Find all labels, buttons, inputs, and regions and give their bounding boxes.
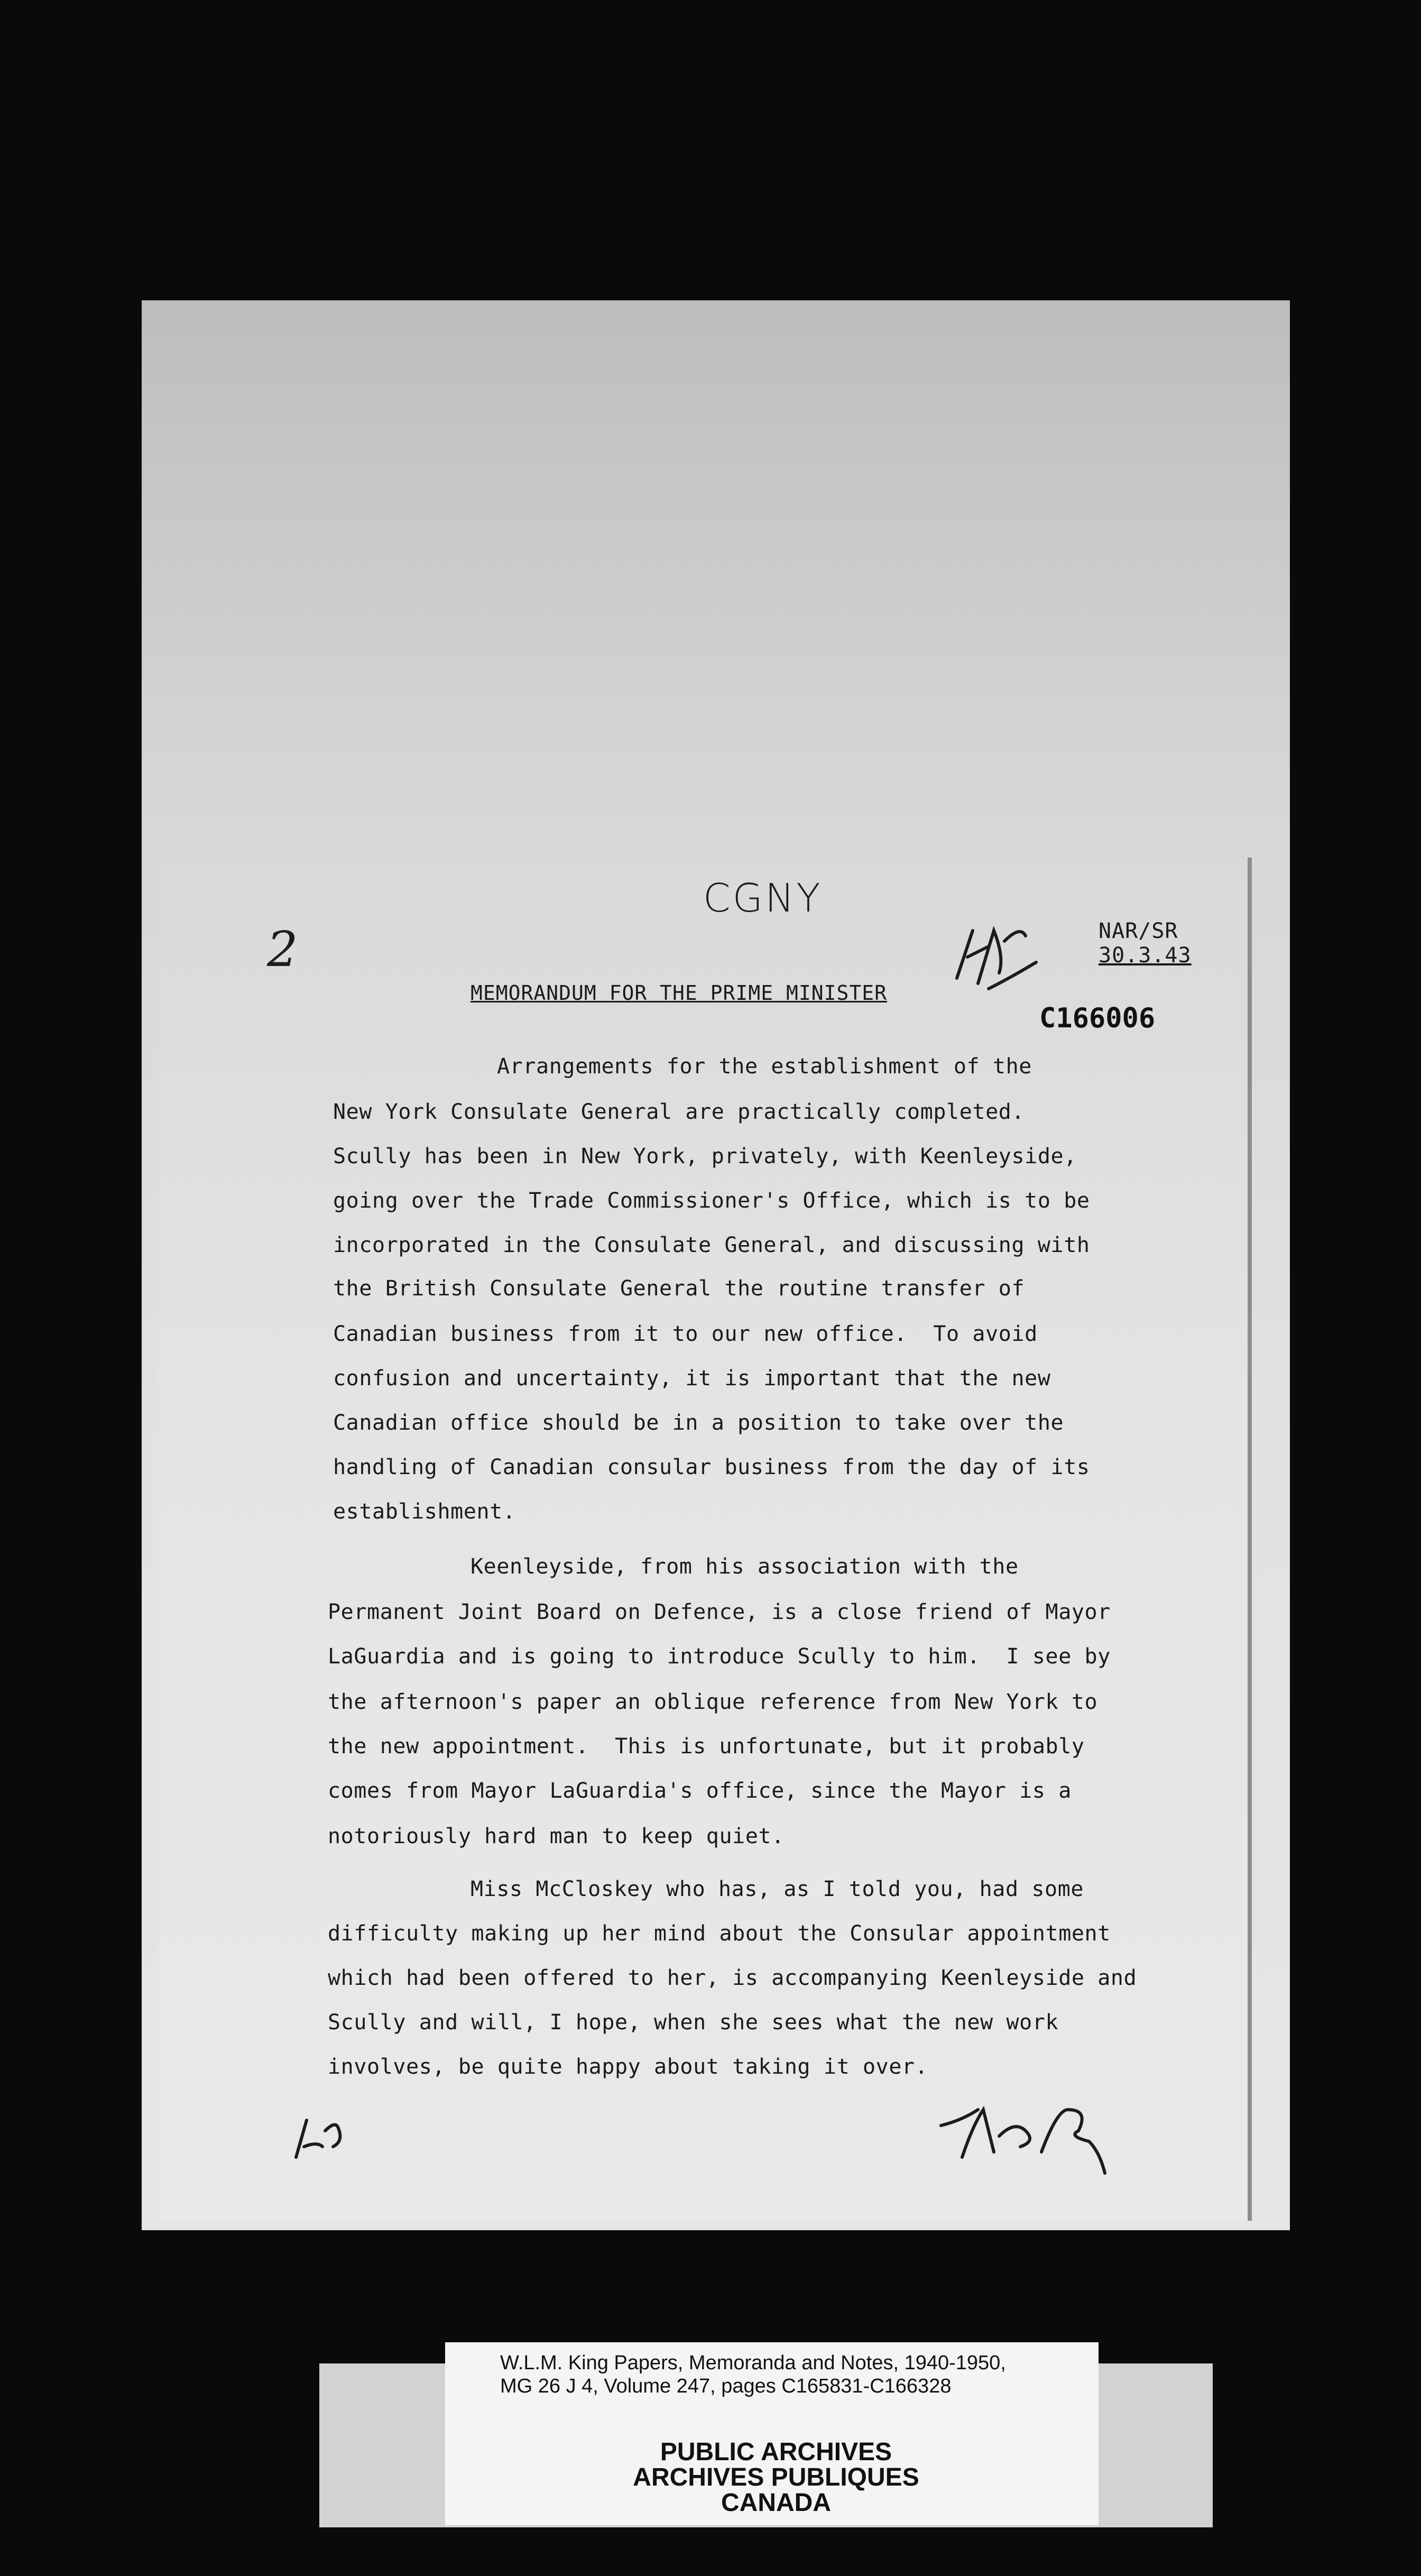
archive-country: CANADA <box>721 2489 831 2517</box>
body-line: Permanent Joint Board on Defence, is a close friend of Mayor <box>328 1600 1111 1624</box>
body-line: Scully has been in New York, privately, with Keenleyside, <box>333 1144 1077 1169</box>
handwritten-initials-bottom <box>285 2110 359 2173</box>
body-line: establishment. <box>333 1499 516 1524</box>
ref-number: C166006 <box>1039 1002 1156 1034</box>
handwritten-number: 2 <box>267 921 298 978</box>
body-line: incorporated in the Consulate General, and discussing with <box>333 1233 1090 1257</box>
body-line: going over the Trade Commissioner's Office, which is to be <box>333 1189 1090 1213</box>
archive-name-en: PUBLIC ARCHIVES <box>660 2438 892 2466</box>
body-line: LaGuardia and is going to introduce Scully to him. I see by <box>328 1644 1111 1669</box>
handwritten-signature <box>930 2089 1131 2178</box>
ref-initials: NAR/SR <box>1099 919 1178 943</box>
body-line: difficulty making up her mind about the Consular appointment <box>328 1921 1111 1946</box>
body-line: Miss McCloskey who has, as I told you, had some <box>470 1877 1084 1901</box>
citation-line: MG 26 J 4, Volume 247, pages C165831-C166328 <box>500 2375 952 2397</box>
body-line: comes from Mayor LaGuardia's office, since the Mayor is a <box>328 1779 1072 1803</box>
archive-name-fr: ARCHIVES PUBLIQUES <box>633 2463 919 2491</box>
body-line: Canadian business from it to our new office. To avoid <box>333 1322 1038 1346</box>
citation-line: W.L.M. King Papers, Memoranda and Notes, 1940-1950, <box>500 2352 1006 2374</box>
handwritten-initials-top <box>946 909 1041 999</box>
body-line: Keenleyside, from his association with the <box>470 1554 1019 1579</box>
ref-date: 30.3.43 <box>1099 943 1192 968</box>
handwritten-cgny: CGNY <box>703 876 823 921</box>
body-line: notoriously hard man to keep quiet. <box>328 1824 785 1848</box>
body-line: the British Consulate General the routine transfer of <box>333 1276 1025 1301</box>
body-line: the new appointment. This is unfortunate, but it probably <box>328 1734 1085 1759</box>
body-line: Arrangements for the establishment of the <box>497 1054 1032 1079</box>
memo-title: MEMORANDUM FOR THE PRIME MINISTER <box>470 981 887 1005</box>
body-line: New York Consulate General are practically completed. <box>333 1100 1025 1124</box>
body-line: involves, be quite happy about taking it over. <box>328 2055 928 2079</box>
body-line: Scully and will, I hope, when she sees what the new work <box>328 2010 1059 2035</box>
body-line: which had been offered to her, is accompanying Keenleyside and <box>328 1966 1137 1990</box>
body-line: Canadian office should be in a position to take over the <box>333 1411 1064 1435</box>
body-line: the afternoon's paper an oblique reference from New York to <box>328 1690 1098 1714</box>
body-line: confusion and uncertainty, it is important that the new <box>333 1366 1051 1391</box>
body-line: handling of Canadian consular business from the day of its <box>333 1455 1090 1479</box>
